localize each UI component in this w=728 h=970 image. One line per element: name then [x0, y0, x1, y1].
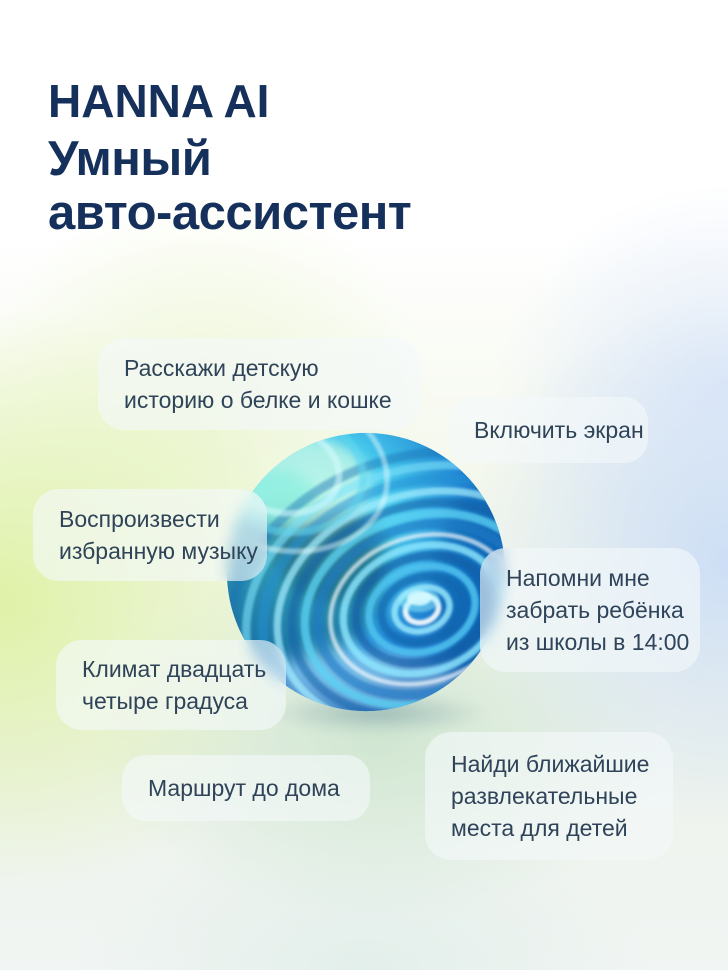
bubble-line: развлекательные — [451, 783, 638, 809]
bubble-line: историю о белке и кошке — [124, 387, 392, 413]
voice-command-bubble-climate — [56, 640, 286, 730]
voice-command-bubble-screen — [448, 397, 648, 463]
bubble-line: из школы в 14:00 — [506, 629, 690, 655]
voice-command-bubble-story — [98, 338, 420, 430]
bubble-line: избранную музыку — [59, 538, 258, 564]
bubble-line: Включить экран — [474, 417, 644, 443]
bubble-line: забрать ребёнка — [506, 597, 684, 623]
subtitle-line: авто-ассистент — [48, 186, 412, 240]
voice-command-bubble-route — [122, 755, 370, 821]
product-name: HANNA AI — [48, 75, 270, 127]
title-block — [48, 75, 412, 240]
voice-command-bubble-places — [425, 732, 673, 860]
bubble-line: Воспроизвести — [59, 506, 220, 532]
bubble-line: Найди ближайшие — [451, 751, 650, 777]
subtitle-line: Умный — [48, 132, 212, 186]
product-subtitle — [48, 132, 411, 240]
voice-command-bubble-music — [33, 489, 267, 581]
bubble-line: места для детей — [451, 815, 628, 841]
voice-command-bubble-reminder — [480, 548, 700, 672]
bubble-line: Маршрут до дома — [148, 775, 340, 801]
bubble-line: Напомни мне — [506, 565, 650, 591]
bubble-line: четыре градуса — [82, 688, 248, 714]
bubble-line: Климат двадцать — [82, 656, 267, 682]
bubble-line: Расскажи детскую — [124, 355, 319, 381]
